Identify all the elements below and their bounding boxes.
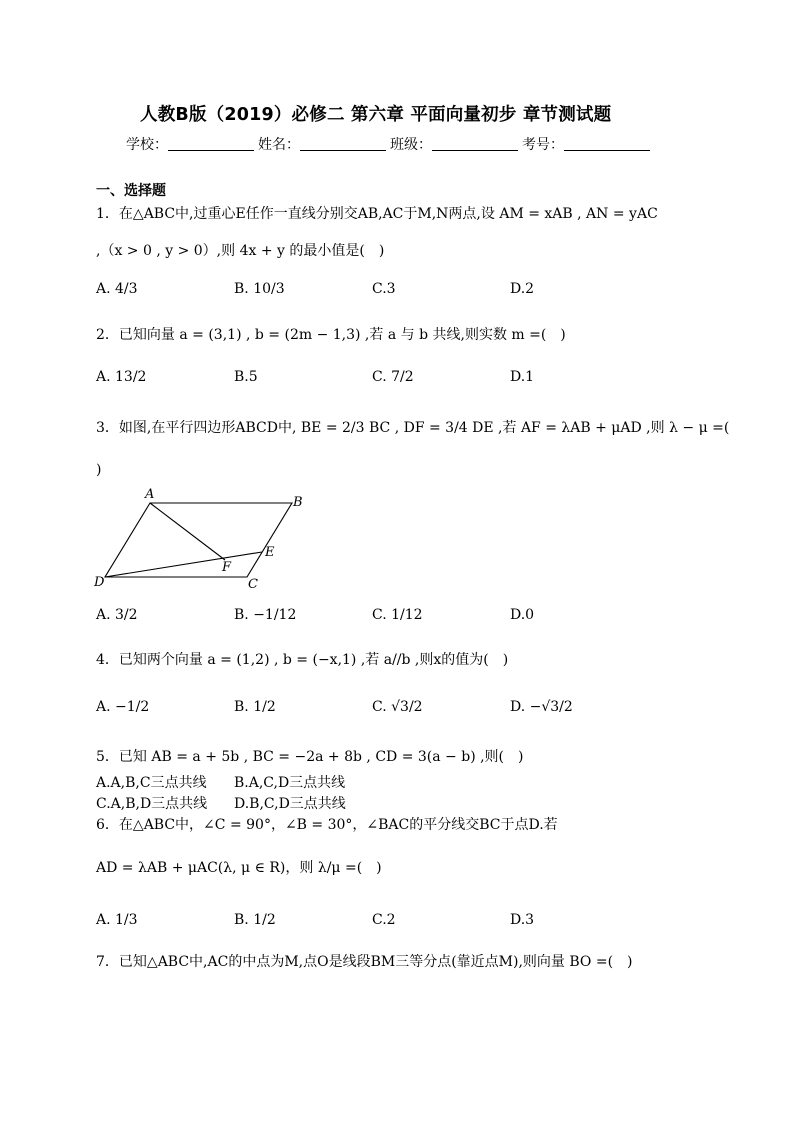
option-a[interactable]: A. −1/2	[96, 699, 150, 715]
question-number: 2．	[96, 327, 119, 343]
question-1-text: 在△ABC中,过重心E任作一直线分别交AB,AC于M,N两点,设 AM = xAB , AN = yAC	[118, 206, 658, 222]
question-6-line2: AD = λAB + μAC(λ, μ ∈ R)，则 λ/μ =( )	[96, 860, 382, 876]
question-4-text: 已知两个向量 a = (1,2) , b = (−x,1) ,若 a//b ,则x的值为( )	[118, 652, 509, 668]
label-b: B	[293, 495, 303, 510]
option-d[interactable]: D.3	[510, 912, 535, 928]
question-5-stem	[96, 750, 524, 765]
number-label: 考号：	[522, 137, 564, 153]
option-b[interactable]: B. 1/2	[234, 912, 276, 928]
option-a[interactable]: A. 4/3	[96, 281, 138, 297]
label-e: E	[265, 545, 275, 560]
option-c[interactable]: C. √3/2	[372, 699, 423, 715]
question-2-text: 已知向量 a = (3,1) , b = (2m − 1,3) ,若 a 与 b 共线,则实数 m =( )	[118, 327, 566, 343]
option-d[interactable]: D.1	[510, 369, 535, 385]
label-d: D	[94, 575, 105, 590]
option-b[interactable]: B. −1/12	[234, 607, 297, 623]
segment-de	[105, 552, 262, 577]
school-blank[interactable]	[168, 138, 254, 151]
option-c[interactable]: C.A,B,D三点共线	[96, 796, 208, 812]
option-b[interactable]: B. 1/2	[234, 699, 276, 715]
question-6-text: 在△ABC中，∠C = 90°，∠B = 30°，∠BAC的平分线交BC于点D.若	[118, 817, 558, 833]
page-title: 人教B版（2019）必修二 第六章 平面向量初步 章节测试题	[140, 105, 612, 125]
name-blank[interactable]	[300, 138, 386, 151]
label-c: C	[248, 577, 258, 590]
option-c[interactable]: C. 1/12	[372, 607, 423, 623]
info-row	[126, 138, 654, 153]
option-a[interactable]: A. 3/2	[96, 607, 138, 623]
question-number: 1．	[96, 206, 119, 222]
option-b[interactable]: B.5	[234, 369, 258, 385]
option-b[interactable]: B.A,C,D三点共线	[234, 775, 346, 791]
option-d[interactable]: D.B,C,D三点共线	[234, 796, 346, 812]
question-number: 7．	[96, 954, 119, 970]
question-number: 4．	[96, 652, 119, 668]
parallelogram-figure	[92, 486, 312, 590]
option-a[interactable]: A. 13/2	[96, 369, 147, 385]
option-c[interactable]: C. 7/2	[372, 369, 414, 385]
question-4-stem	[96, 653, 508, 668]
segment-af	[150, 503, 225, 560]
section-heading: 一、选择题	[96, 183, 166, 199]
question-1-line2: ,（x > 0 , y > 0）,则 4x + y 的最小值是( )	[96, 243, 385, 259]
option-b[interactable]: B. 10/3	[234, 281, 285, 297]
question-number: 3．	[96, 420, 119, 436]
school-label: 学校：	[126, 137, 168, 153]
option-d[interactable]: D.2	[510, 281, 535, 297]
option-c[interactable]: C.3	[372, 281, 396, 297]
question-1-stem	[96, 207, 658, 222]
option-a[interactable]: A.A,B,C三点共线	[96, 775, 207, 791]
question-number: 5．	[96, 749, 119, 765]
option-d[interactable]: D. −√3/2	[510, 699, 573, 715]
option-a[interactable]: A. 1/3	[96, 912, 138, 928]
label-f: F	[222, 560, 232, 575]
question-number: 6．	[96, 817, 119, 833]
option-d[interactable]: D.0	[510, 607, 535, 623]
question-2-stem	[96, 328, 566, 343]
question-3-stem	[96, 421, 729, 436]
label-a: A	[145, 487, 155, 502]
question-7-text: 已知△ABC中,AC的中点为M,点O是线段BM三等分点(靠近点M),则向量 BO =( )	[118, 954, 633, 970]
class-blank[interactable]	[432, 138, 518, 151]
name-label: 姓名：	[258, 137, 300, 153]
question-3-text: 如图,在平行四边形ABCD中, BE = 2/3 BC , DF = 3/4 DE ,若 AF = λAB + μAD ,则 λ − μ =(	[118, 420, 730, 436]
question-5-text: 已知 AB = a + 5b , BC = −2a + 8b , CD = 3(a − b) ,则( )	[118, 749, 524, 765]
question-6-stem	[96, 818, 558, 833]
question-7-stem	[96, 955, 633, 970]
number-blank[interactable]	[564, 138, 650, 151]
class-label: 班级：	[390, 137, 432, 153]
option-c[interactable]: C.2	[372, 912, 396, 928]
question-3-line2: )	[96, 462, 102, 478]
